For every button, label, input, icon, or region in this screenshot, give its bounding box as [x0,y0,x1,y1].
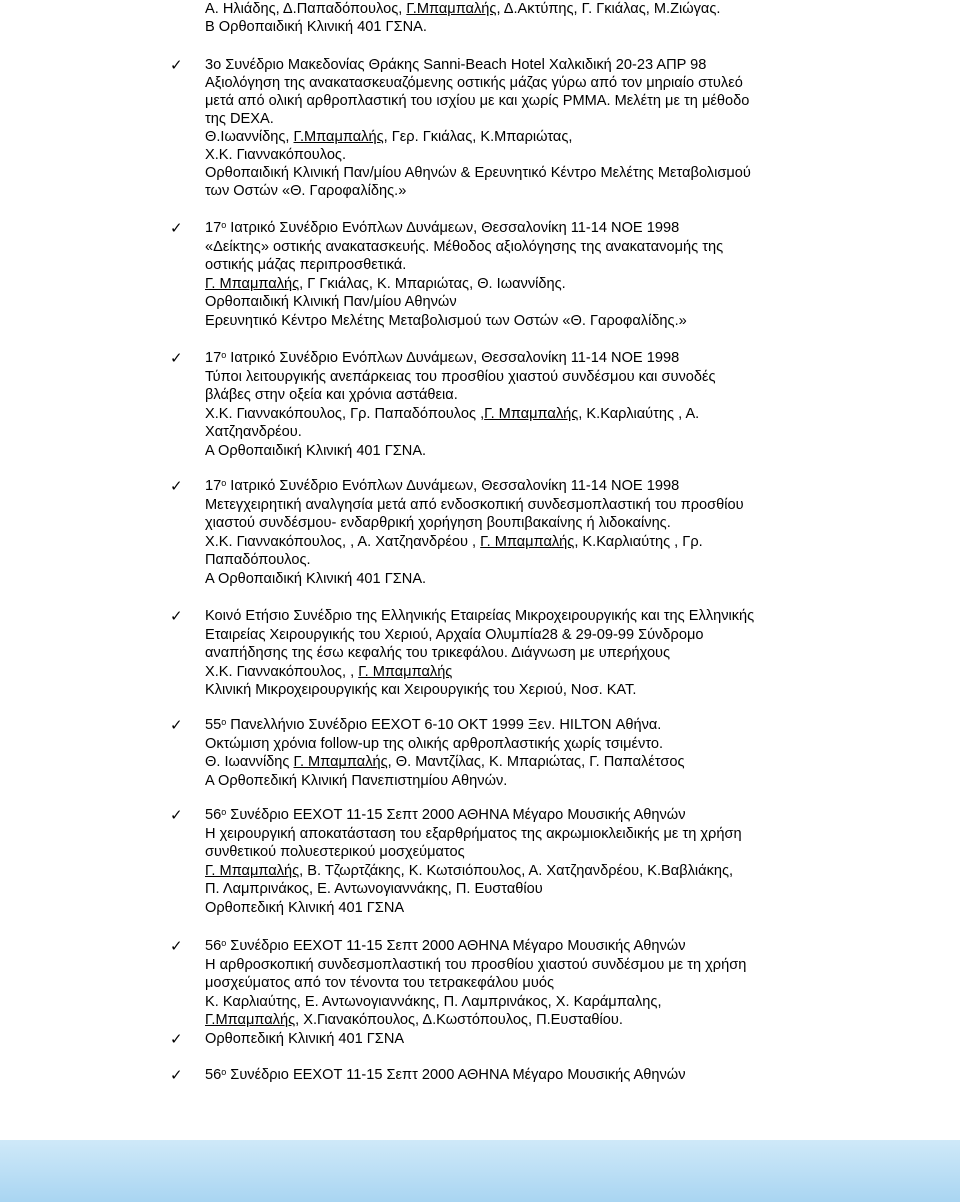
check-bullet-icon: ✓ [170,477,183,495]
text-line [205,716,661,734]
text-fragment: Παπαδόπουλος. [205,552,311,569]
text-fragment: Χ.Κ. Γιαννακόπουλος, , [205,663,359,680]
text-line [205,256,406,274]
check-bullet-icon: ✓ [170,349,183,367]
text-fragment: Τύποι λειτουργικής ανεπάρκειας του προσθίου χιαστού συνδέσμου και συνοδές [205,368,716,385]
check-bullet-icon: ✓ [170,937,183,955]
text-fragment: των Οστών «Θ. Γαροφαλίδης.» [205,183,407,199]
text-fragment: Α Ορθοπαιδική Κλινική 401 ΓΣΝΑ. [205,443,427,459]
text-fragment: Β Ορθοπαιδική Κλινική 401 ΓΣΝΑ. [205,19,427,35]
text-line [205,0,720,18]
text-line [205,56,706,74]
text-line [205,74,743,92]
text-line [205,496,744,514]
text-fragment: Εταιρείας Χειρουργικής του Χεριού, Αρχαία Ολυμπία28 & 29-09-99 Σύνδρομο [205,626,704,643]
text-line [205,92,749,110]
text-fragment: Γ. Μπαμπαλής [358,663,453,680]
text-fragment: ο [221,807,227,817]
text-line [205,514,671,532]
text-line [205,753,685,771]
text-fragment: Γ. Μπαμπαλής [205,275,300,292]
text-line [205,533,703,551]
text-line [205,423,302,441]
text-line [205,146,346,164]
text-fragment: Αξιολόγηση της ανακατασκευαζόμενης οστικής μάζας γύρω από τον μηριαίο στυλεό [205,75,743,91]
text-line [205,806,686,824]
text-line [205,825,742,843]
text-fragment: ο [221,1067,227,1077]
text-fragment: Μετεγχειρητική αναλγησία μετά από ενδοσκοπική συνδεσμοπλαστική του προσθίου [205,496,744,513]
text-fragment: 17 [205,478,222,494]
text-line [205,626,704,644]
text-line [205,219,679,237]
text-line [205,238,723,256]
text-line [205,386,458,404]
check-bullet-icon: ✓ [170,56,183,74]
text-fragment: Α. Ηλιάδης, Δ.Παπαδόπουλος, [205,1,407,17]
text-fragment: Χατζηανδρέου. [205,424,302,441]
text-fragment: Ορθοπαιδική Κλινική Παν/μίου Αθηνών [205,294,457,311]
check-bullet-icon: ✓ [170,806,183,824]
text-fragment: Θ. Ιωαννίδης [205,754,294,771]
text-line [205,570,426,588]
text-fragment: Συνέδριο ΕΕΧΟΤ 11-15 Σεπτ 2000 ΑΘΗΝΑ Μέγαρο Μουσικής Αθηνών [226,938,686,954]
text-line [205,182,406,200]
text-fragment: Η χειρουργική αποκατάσταση του εξαρθρήματος της ακρωμιοκλειδικής με τη χρήση [205,825,742,842]
text-line [205,974,554,992]
footer-bar [0,1140,960,1202]
text-fragment: αναπήδησης της έσω κεφαλής του τρικεφάλου. Διάγνωση με υπερήχους [205,645,671,662]
text-line [205,1011,623,1029]
text-fragment: Ιατρικό Συνέδριο Ενόπλων Δυνάμεων, Θεσσαλονίκη 11-14 ΝΟΕ 1998 [226,350,680,366]
text-fragment: Συνέδριο ΕΕΧΟΤ 11-15 Σεπτ 2000 ΑΘΗΝΑ Μέγαρο Μουσικής Αθηνών [226,1067,686,1083]
text-line [205,442,426,460]
text-fragment: συνθετικού πολυεστερικού μοσχεύματος [205,844,465,861]
text-fragment: Α Ορθοπαιδική Κλινική 401 ΓΣΝΑ. [205,571,427,587]
text-line [205,477,679,495]
text-fragment: Γ.Μπαμπαλής [293,129,384,145]
text-fragment: Γ. Μπαμπαλής [480,533,575,550]
text-fragment: Γ.Μπαμπαλής [406,1,497,17]
text-fragment: , Κ.Καρλιαύτης , Α. [578,405,700,422]
text-fragment: Χ.Κ. Γιαννακόπουλος. [205,147,347,163]
text-fragment: Χ.Κ. Γιαννακόπουλος, Γρ. Παπαδόπουλος , [205,405,485,422]
text-line [205,405,699,423]
text-fragment: Ορθοπεδική Κλινική 401 ΓΣΝΑ [205,1031,405,1047]
text-fragment: , Γερ. Γκιάλας, Κ.Μπαριώτας, [383,129,573,145]
text-fragment: Κοινό Ετήσιο Συνέδριο της Ελληνικής Εταιρείας Μικροχειρουργικής και της Ελληνικής [205,608,755,624]
text-fragment: 3ο Συνέδριο Μακεδονίας Θράκης Sanni-Beach Hotel Χαλκιδική 20-23 ΑΠΡ 98 [205,57,707,73]
text-fragment: Π. Λαμπρινάκος, Ε. Αντωνογιαννάκης, Π. Ευσταθίου [205,881,543,898]
text-fragment: «Δείκτης» οστικής ανακατασκευής. Μέθοδος αξιολόγησης της ανακατανομής της [205,238,724,255]
text-fragment: Ερευνητικό Κέντρο Μελέτης Μεταβολισμού των Οστών «Θ. Γαροφαλίδης.» [205,313,687,329]
text-line [205,368,716,386]
text-fragment: βλάβες στην οξεία και χρόνια αστάθεια. [205,387,458,404]
text-fragment: Γ. Μπαμπαλής [293,754,388,771]
text-line [205,772,507,790]
text-line [205,1030,404,1048]
text-fragment: , Β. Τζωρτζάκης, Κ. Κωτσιόπουλος, Α. Χατζηανδρέου, Κ.Βαβλιάκης, [299,862,734,879]
text-fragment: , Γ Γκιάλας, Κ. Μπαριώτας, Θ. Ιωαννίδης. [299,275,566,292]
check-bullet-icon: ✓ [170,1066,183,1084]
text-fragment: 17 [205,350,222,366]
text-fragment: ο [221,717,227,727]
text-fragment: Γ. Μπαμπαλής [484,405,579,422]
text-fragment: ο [221,350,227,360]
text-line [205,663,452,681]
text-fragment: , Δ.Ακτύπης, Γ. Γκιάλας, Μ.Ζιώγας. [496,1,721,17]
text-fragment: Ιατρικό Συνέδριο Ενόπλων Δυνάμεων, Θεσσαλονίκη 11-14 ΝΟΕ 1998 [226,478,680,494]
text-line [205,993,662,1011]
text-fragment: Ορθοπαιδική Κλινική Παν/μίου Αθηνών & Ερευνητικό Κέντρο Μελέτης Μεταβολισμού [205,165,751,181]
text-fragment: , Θ. Μαντζίλας, Κ. Μπαριώτας, Γ. Παπαλέτσος [387,754,685,771]
text-line [205,880,543,898]
text-line [205,956,746,974]
text-line [205,644,670,662]
text-fragment: της DEXA. [205,111,274,127]
text-fragment: 17 [205,220,222,236]
text-line [205,843,465,861]
text-line [205,681,636,699]
text-line [205,1066,686,1084]
text-line [205,899,404,917]
text-fragment: Οκτώμιση χρόνια follow-up της ολικής αρθροπλαστικής χωρίς τσιμέντο. [205,735,664,752]
text-fragment: Θ.Ιωαννίδης, [205,129,294,145]
text-line [205,862,733,880]
text-fragment: μοσχεύματος από τον τένοντα του τετρακεφάλου μυός [205,975,554,992]
check-bullet-icon: ✓ [170,1030,183,1048]
text-fragment: Γ.Μπαμπαλής [205,1012,296,1029]
text-line [205,164,751,182]
text-line [205,937,686,955]
check-bullet-icon: ✓ [170,716,183,734]
text-fragment: Κλινική Μικροχειρουργικής και Χειρουργικής του Χεριού, Νοσ. ΚΑΤ. [205,682,637,699]
text-line [205,607,754,625]
text-line [205,293,457,311]
text-line [205,312,687,330]
text-fragment: ο [221,938,227,948]
text-fragment: 56 [205,938,222,954]
text-line [205,110,274,128]
text-fragment: Χ.Κ. Γιαννακόπουλος, , Α. Χατζηανδρέου , [205,533,481,550]
text-fragment: 55 [205,717,222,733]
text-fragment: 56 [205,1067,222,1083]
text-line [205,735,663,753]
text-fragment: Α Ορθοπεδική Κλινική Πανεπιστημίου Αθηνών. [205,772,508,789]
text-fragment: Ορθοπεδική Κλινική 401 ΓΣΝΑ [205,900,405,916]
text-fragment: Πανελλήνιο Συνέδριο ΕΕΧΟΤ 6-10 ΟΚΤ 1999 Ξεν. HILTON Αθήνα. [226,717,662,733]
text-fragment: Ιατρικό Συνέδριο Ενόπλων Δυνάμεων, Θεσσαλονίκη 11-14 ΝΟΕ 1998 [226,220,680,236]
text-fragment: Συνέδριο ΕΕΧΟΤ 11-15 Σεπτ 2000 ΑΘΗΝΑ Μέγαρο Μουσικής Αθηνών [226,807,686,823]
check-bullet-icon: ✓ [170,219,183,237]
text-fragment: ο [221,478,227,488]
text-line [205,349,679,367]
text-fragment: Η αρθροσκοπική συνδεσμοπλαστική του προσθίου χιαστού συνδέσμου με τη χρήση [205,956,747,973]
text-fragment: χιαστού συνδέσμου- ενδαρθρική χορήγηση βουπιβακαίνης ή λιδοκαίνης. [205,515,671,532]
text-fragment: οστικής μάζας περιπροσθετικά. [205,257,407,274]
text-fragment: ο [221,220,227,230]
text-fragment: , Χ.Γιανακόπουλος, Δ.Κωστόπουλος, Π.Ευσταθίου. [295,1012,623,1029]
text-line [205,551,311,569]
text-fragment: Γ. Μπαμπαλής [205,862,300,879]
text-line [205,18,427,36]
text-line [205,275,566,293]
text-fragment: 56 [205,807,222,823]
text-fragment: , Κ.Καρλιαύτης , Γρ. [574,533,703,550]
text-fragment: Κ. Καρλιαύτης, Ε. Αντωνογιαννάκης, Π. Λαμπρινάκος, Χ. Καράμπαλης, [205,993,662,1010]
check-bullet-icon: ✓ [170,607,183,625]
text-fragment: μετά από ολική αρθροπλαστική του ισχίου με και χωρίς PMMA. Μελέτη με τη μέθοδο [205,93,750,109]
text-line [205,128,572,146]
